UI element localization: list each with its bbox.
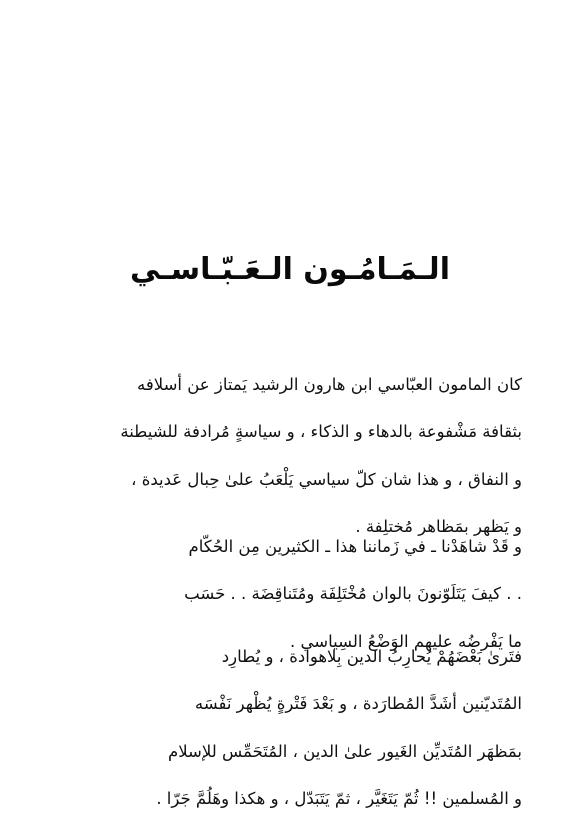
paragraph-line: . . كيفَ يَتَلَوّنونَ بالوان مُخْتَلِفَة ومُتَناقِضَة . . حَسَب xyxy=(184,584,522,603)
paragraph-line: و المُسلمين !! ثُمّ يَتَغَيَّر ، ثمّ يَتَبَدّل ، و هكذا وهَلُمَّ جَرّا . xyxy=(156,789,522,808)
paragraph-line: بمَظهَر المُتَديِّن الغَيور علىٰ الدين ، المُتَحَمِّس للإسلام xyxy=(167,741,522,761)
paragraph-line: المُتَديّنين أشَدَّ المُطارَدة ، و بَعْدَ فَتْرةٍ يُظْهر نَفْسَه xyxy=(194,694,522,713)
chapter-title: الـمَـامُـون الـعَـبّـاسـي xyxy=(130,252,450,287)
paragraph-line: كان المامون العبّاسي ابن هارون الرشيد يَمتاز عن أسلافه xyxy=(137,374,522,394)
paragraph-line: ما يَفْرضُه عليهم الوَضْعُ السِياسي . xyxy=(290,631,522,651)
paragraph-line: و قَدْ شاهَدْنا ـ في زَماننا هذا ـ الكثيرين مِن الحُكّام xyxy=(188,536,522,556)
paragraph-line: بثقافة مَشْفوعة بالدهاء و الذكاء ، و سياسةٍ مُرادفة للشيطنة xyxy=(120,422,522,441)
paragraph-line: و النفاق ، و هذا شان كلّ سياسي يَلْعَبُ علىٰ حِبال عَديدة ، xyxy=(131,469,522,489)
paragraph-line: فتَرىٰ بَعْضَهُمْ يُحارِبُ الدين بِلاهوادة ، و يُطارِد xyxy=(221,646,522,666)
paragraph-line: و يَظهر بمَظاهر مُختلِفة . xyxy=(355,517,522,536)
paragraph-3 xyxy=(60,624,522,831)
